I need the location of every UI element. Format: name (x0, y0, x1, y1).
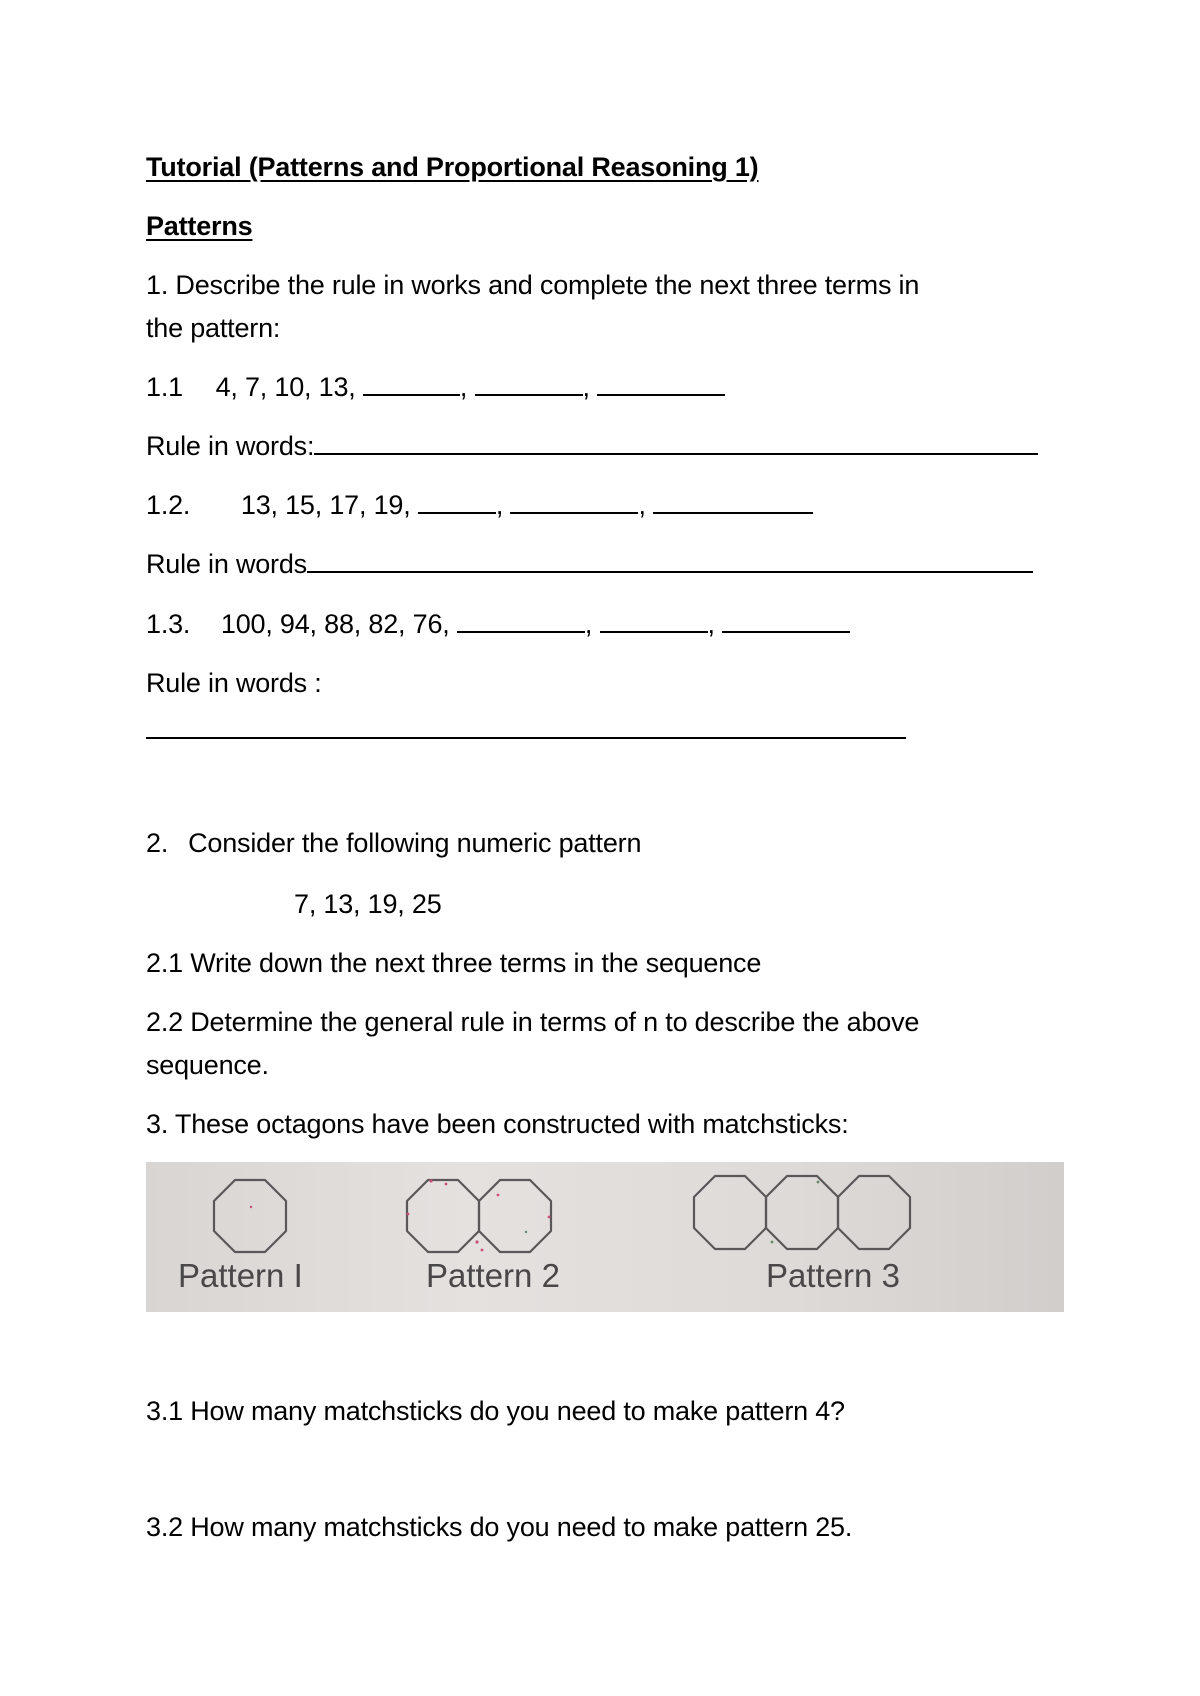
answer-blank[interactable] (600, 607, 708, 633)
octagon-pattern-3a (694, 1176, 766, 1249)
octagon-pattern-3b (766, 1176, 838, 1249)
rule-in-words-3: Rule in words : (146, 668, 322, 698)
question-2-intro (146, 826, 641, 860)
answer-blank[interactable] (722, 607, 850, 633)
rule-label: Rule in words: (146, 431, 315, 461)
answer-blank[interactable] (457, 607, 585, 633)
question-3-1: 3.1 How many matchsticks do you need to make pattern 4? (146, 1396, 845, 1426)
answer-blank[interactable] (475, 370, 583, 396)
octagon-pattern-3c (838, 1176, 910, 1249)
octagon-pattern-1 (214, 1180, 286, 1252)
question-1-1-terms: 4, 7, 10, 13, (215, 372, 356, 402)
question-3-2: 3.2 How many matchsticks do you need to make pattern 25. (146, 1512, 853, 1542)
octagon-pattern-2a (407, 1180, 479, 1252)
question-1-3: 1.3. 100, 94, 88, 82, 76, , , (146, 607, 850, 641)
pen-marks (250, 1179, 551, 1251)
question-1-intro-continued: the pattern: (146, 313, 281, 343)
pattern-1-label: Pattern I (178, 1257, 303, 1294)
question-2-number: 2. (146, 828, 169, 858)
rule-answer-line[interactable] (307, 547, 1033, 573)
rule-answer-line[interactable] (314, 429, 1038, 455)
question-1-3-terms: 100, 94, 88, 82, 76, (220, 609, 450, 639)
question-2-2-continued: sequence. (146, 1050, 269, 1080)
octagon-patterns-drawing (146, 1162, 1064, 1312)
question-1-2-number: 1.2. (146, 490, 191, 520)
pattern-2-label: Pattern 2 (426, 1257, 560, 1294)
pen-marks-green (525, 1181, 820, 1244)
answer-blank[interactable] (510, 488, 638, 514)
section-heading: Patterns (146, 211, 253, 241)
question-1-2: 1.2. 13, 15, 17, 19, , , (146, 488, 813, 522)
answer-blank[interactable] (418, 488, 496, 514)
rule-in-words-2 (146, 547, 1033, 581)
rule-label: Rule in words (146, 549, 307, 579)
question-1-intro: 1. Describe the rule in works and complete the next three terms in (146, 270, 920, 300)
question-1-3-number: 1.3. (146, 609, 191, 639)
question-1-1-number: 1.1 (146, 372, 183, 402)
question-1-1: 1.1 4, 7, 10, 13, , , (146, 370, 725, 404)
answer-blank[interactable] (363, 370, 460, 396)
octagon-pattern-2b (479, 1180, 551, 1252)
numeric-sequence: 7, 13, 19, 25 (294, 889, 442, 919)
question-2-text: Consider the following numeric pattern (188, 828, 642, 858)
question-1-2-terms: 13, 15, 17, 19, (240, 490, 411, 520)
question-3-intro: 3. These octagons have been constructed with matchsticks: (146, 1109, 849, 1139)
pattern-3-label: Pattern 3 (766, 1257, 900, 1294)
question-2-2: 2.2 Determine the general rule in terms of n to describe the above (146, 1007, 920, 1037)
rule-answer-line[interactable] (146, 737, 906, 739)
answer-blank[interactable] (597, 370, 725, 396)
rule-in-words-1 (146, 429, 1038, 463)
question-2-1: 2.1 Write down the next three terms in the sequence (146, 948, 762, 978)
page-title: Tutorial (Patterns and Proportional Reasoning 1) (146, 152, 759, 182)
octagon-matchstick-figure (146, 1162, 1064, 1312)
answer-blank[interactable] (653, 488, 813, 514)
